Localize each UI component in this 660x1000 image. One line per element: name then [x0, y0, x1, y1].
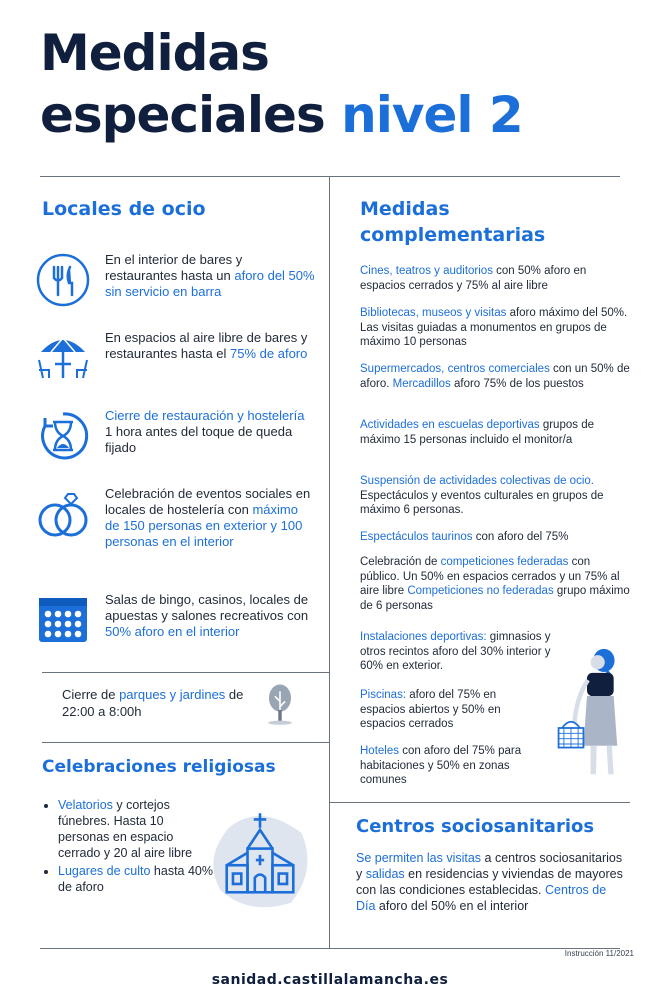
complementaria-item: Supermercados, centros comerciales con un 50% de aforo. Mercadillos aforo 75% de los puestos [360, 363, 630, 390]
sociosanitarios-divider [330, 802, 630, 803]
religiosas-title: Celebraciones religiosas [42, 757, 276, 777]
complementaria-item: Espectáculos taurinos con aforo del 75% [360, 531, 569, 543]
footer-divider [40, 948, 620, 949]
parques-bottom-divider [42, 742, 329, 743]
locales-title: Locales de ocio [42, 198, 206, 220]
title-line2-dark: especiales [40, 86, 325, 144]
complementaria-item: Actividades en escuelas deportivas grupos de máximo 15 personas incluido el monitor/a [360, 419, 594, 446]
terrace-icon [35, 330, 91, 386]
complementarias-title: Medidas complementarias [360, 198, 546, 246]
bingo-card-icon [35, 592, 91, 648]
ocio-item-text: En espacios al aire libre de bares y restaurantes hasta el 75% de aforo [105, 330, 308, 361]
complementaria-item: Celebración de competiciones federadas con público. Un 50% en espacios cerrados y un 75% al aire libre Competiciones no federadas grupo máximo de 6 personas [360, 556, 630, 612]
ocio-item [35, 330, 325, 400]
complementaria-item: Hoteles con aforo del 75% para habitaciones y 50% en zonas comunes [360, 745, 522, 786]
sociosanitarios-title: Centros sociosanitarios [356, 816, 595, 837]
complementaria-item: Cines, teatros y auditorios con 50% aforo en espacios cerrados y 75% al aire libre [360, 265, 587, 292]
footer-url: sanidad.castillalamancha.es [211, 972, 449, 988]
title-line2-accent: nivel 2 [341, 86, 523, 144]
church-icon [208, 806, 312, 912]
list-item: • Velatorios y cortejos fúnebres. Hasta 10 personas en espacio cerrado y 20 al aire libre [58, 797, 218, 861]
ocio-item [35, 486, 325, 556]
ocio-item-text: Cierre de restauración y hostelería 1 hora antes del toque de queda fijado [105, 408, 305, 455]
ocio-item [35, 592, 325, 662]
cutlery-icon [35, 252, 91, 308]
ocio-item [35, 252, 325, 322]
parques-top-divider [42, 672, 329, 673]
hourglass-clock-icon [35, 408, 91, 464]
complementaria-item: Suspensión de actividades colectivas de ocio. Espectáculos y eventos culturales en grupos de máximo 6 personas. [360, 475, 604, 516]
column-divider [329, 176, 330, 948]
rings-icon [35, 486, 91, 542]
list-item: • Lugares de culto hasta 40% de aforo [58, 863, 218, 895]
ocio-item [35, 408, 325, 478]
ocio-item-text: En el interior de bares y restaurantes hasta un aforo del 50% sin servicio en barra [105, 252, 315, 299]
parques-text: Cierre de parques y jardines de 22:00 a 8:00h [62, 687, 244, 719]
instruction-label: Instrucción 11/2021 [564, 949, 634, 958]
shopper-woman-icon [555, 638, 635, 786]
title-divider [40, 176, 620, 177]
complementaria-item: Instalaciones deportivas: gimnasios y otros recintos aforo del 30% interior y 60% en exterior. [360, 631, 551, 672]
ocio-item-text: Salas de bingo, casinos, locales de apuestas y salones recreativos con 50% aforo en el interior [105, 592, 309, 639]
tree-icon [263, 682, 297, 726]
complementaria-item: Piscinas: aforo del 75% en espacios abiertos y 50% en espacios cerrados [360, 689, 501, 730]
complementaria-item: Bibliotecas, museos y visitas aforo máximo del 50%. Las visitas guiadas a monumentos en grupos de máximo 10 personas [360, 307, 628, 348]
title-line1: Medidas [40, 24, 269, 82]
religiosas-list [44, 797, 218, 897]
sociosanitarios-text: Se permiten las visitas a centros sociosanitarios y salidas en residencias y viviendas de mayores con las condiciones establecidas. Centros de Día aforo del 50% en el interior [356, 851, 623, 913]
page-title [40, 22, 523, 146]
ocio-item-text: Celebración de eventos sociales en locales de hostelería con máximo de 150 personas en exterior y 100 personas en el interior [105, 486, 311, 549]
